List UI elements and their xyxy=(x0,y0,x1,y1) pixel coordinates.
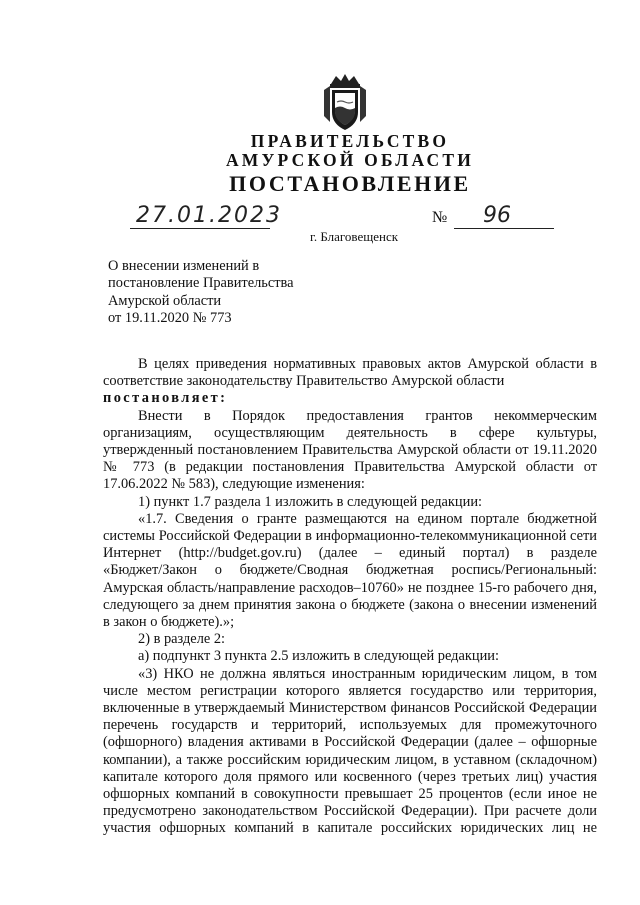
government-title: ПРАВИТЕЛЬСТВО xyxy=(250,131,450,151)
body-line: числе местом регистрации которого является государство или территория, xyxy=(103,682,597,699)
subject-line: от 19.11.2020 № 773 xyxy=(108,310,232,327)
number-sign: № xyxy=(432,209,448,226)
body-line: офшорных компаний в совокупности превышает 25 процентов (если иное не xyxy=(103,786,597,803)
date-underline xyxy=(130,228,270,229)
body-line: перечень государств и территорий, используемых для промежуточного xyxy=(103,717,597,734)
amur-region-coat-of-arms xyxy=(322,72,368,132)
document-date: 27.01.2023 xyxy=(136,203,282,228)
body-line: а) подпункт 3 пункта 2.5 изложить в следующей редакции: xyxy=(138,648,499,665)
number-underline xyxy=(454,228,554,229)
body-line: участия офшорных компаний в капитале российских юридических лиц не xyxy=(103,820,597,837)
body-line: предусмотрено законодательством Российской Федерации). При расчете доли xyxy=(103,803,597,820)
body-line: включенные в утверждаемый Министерством финансов Российской Федерации xyxy=(103,700,597,717)
region-title: АМУРСКОЙ ОБЛАСТИ xyxy=(225,150,475,170)
body-line: капитале которого доля прямого или косвенного (через третьих лиц) участия xyxy=(103,768,597,785)
body-line: Интернет (http://budget.gov.ru) (далее – единый портал) в разделе xyxy=(103,545,597,562)
document-subject xyxy=(108,258,294,328)
body-line: соответствие законодательству Правительство Амурской области xyxy=(103,373,505,390)
body-line: (офшорного) владения активами в Российской Федерации (далее – офшорные xyxy=(103,734,597,751)
city: г. Благовещенск xyxy=(310,229,399,244)
body-line: «3) НКО не должна являться иностранным юридическим лицом, в том xyxy=(138,665,597,682)
body-line: утвержденный постановлением Правительства Амурской области от 19.11.2020 xyxy=(103,442,597,459)
body-line: 1) пункт 1.7 раздела 1 изложить в следующей редакции: xyxy=(138,493,483,510)
body-line: следующего за днем принятия закона о бюджете (закона о внесении изменений xyxy=(103,596,597,613)
body-line: № 773 (в редакции постановления Правительства Амурской области от xyxy=(103,459,597,476)
subject-line: Амурской области xyxy=(108,292,222,309)
body-line: компании), а также российским юридическим лицом, в уставном (складочном) xyxy=(103,751,597,768)
document-number: 96 xyxy=(483,203,511,228)
document-type: ПОСТАНОВЛЕНИЕ xyxy=(229,171,471,196)
body-line-resolves: постановляет: xyxy=(103,390,228,407)
body-line: в закон о бюджете).»; xyxy=(103,614,235,631)
body-line: системы Российской Федерации в информационно-телекоммуникационной сети xyxy=(103,528,597,545)
body-line: «Бюджет/Закон о бюджете/Сводная бюджетная роспись/Региональный: xyxy=(103,562,597,579)
document-body xyxy=(103,356,597,838)
body-line: «1.7. Сведения о гранте размещаются на едином портале бюджетной xyxy=(138,510,597,527)
subject-line: постановление Правительства xyxy=(108,275,294,292)
body-line: Амурская область/направление расходов–10760» не позднее 15-го рабочего дня, xyxy=(103,579,597,596)
body-line: 2) в разделе 2: xyxy=(138,631,226,648)
subject-line: О внесении изменений в xyxy=(108,258,260,274)
body-line: В целях приведения нормативных правовых актов Амурской области в xyxy=(138,356,597,372)
body-line: 17.06.2022 № 583), следующие изменения: xyxy=(103,476,365,493)
body-line: Внести в Порядок предоставления грантов некоммерческим xyxy=(138,407,597,424)
body-line: организациям, осуществляющим деятельность в сфере культуры, xyxy=(103,424,597,441)
